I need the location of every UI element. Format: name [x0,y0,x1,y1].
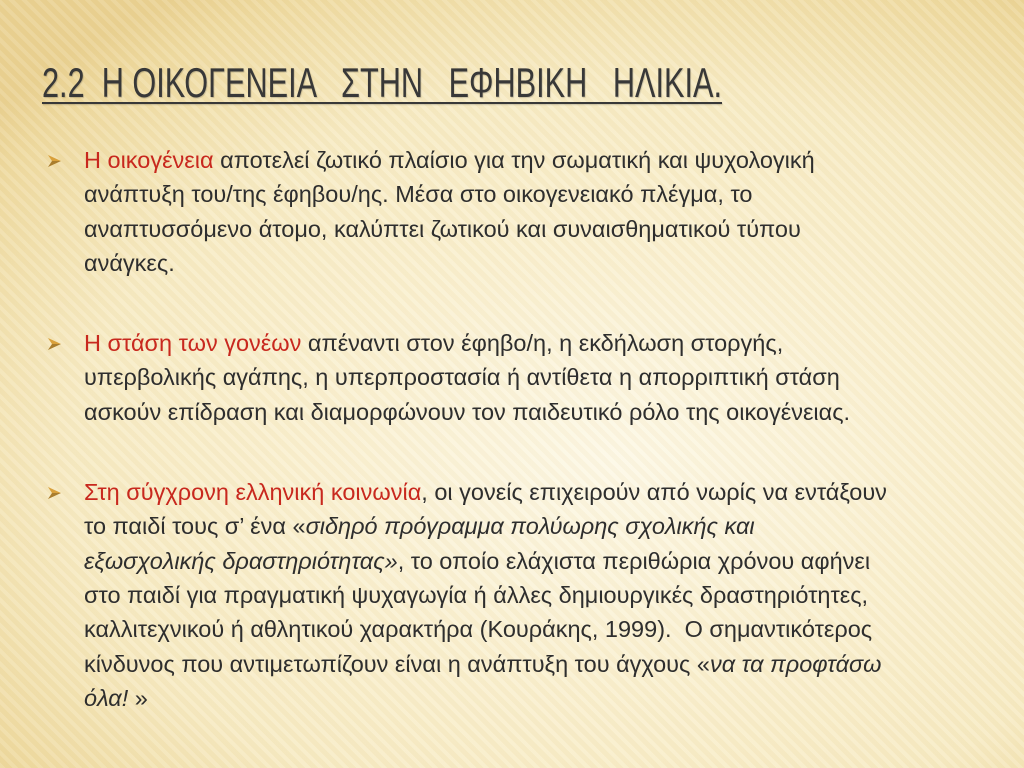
highlighted-phrase: Η στάση των γονέων [84,330,302,357]
body-text: στο παιδί για πραγματική ψυχαγωγία ή άλλες δημιουργικές δραστηριότητες, [84,581,869,608]
bullet-line [84,326,783,360]
body-text: υπερβολικής αγάπης, η υπερπροστασία ή αντίθετα η απορριπτική στάση [84,364,840,391]
bullet-item [84,143,1024,280]
body-text: κίνδυνος που αντιμετωπίζουν είναι η ανάπτυξη του άγχους « [84,650,710,677]
arrow-bullet-icon [48,487,61,499]
body-text: αποτελεί ζωτικό πλαίσιο για την σωματική και ψυχολογική [213,147,815,173]
bullet-line [84,578,868,612]
italic-quote: να τα προφτάσω [709,650,882,677]
arrow-facet-top [48,155,61,161]
highlighted-phrase: Στη σύγχρονη ελληνική κοινωνία [84,479,422,506]
body-text: αναπτυσσόμενο άτομο, καλύπτει ζωτικού και συναισθηματικού τύπου [84,215,801,242]
italic-quote: όλα! [84,684,129,711]
bullet-line [84,360,840,394]
arrow-facet-top [48,338,61,344]
bullet-item [84,326,1024,429]
bullet-line [84,475,887,509]
bullet-line [84,612,872,646]
bullet-line [84,395,850,429]
arrow-bullet-icon [48,338,61,350]
bullet-line [84,509,755,543]
body-text: απέναντι στον έφηβο/η, η εκδήλωση στοργής, [301,330,784,357]
arrow-facet-shade [48,493,61,499]
bullet-line [84,647,881,681]
arrow-facet-shade [48,161,61,167]
bullet-line [84,212,801,246]
slide-title: 2.2 Η ΟΙΚΟΓΕΝΕΙΑ ΣΤΗΝ ΕΦΗΒΙΚΗ ΗΛΙΚΙΑ. [42,59,722,106]
bullet-line [84,246,175,280]
bullet-list [84,143,1024,761]
body-text: ανάγκες. [84,249,175,276]
highlighted-phrase: Η οικογένεια [84,147,214,173]
body-text: ανάπτυξη του/της έφηβου/ης. Μέσα στο οικογενειακό πλέγμα, το [84,181,753,208]
body-text: το παιδί τους σ’ ένα « [84,513,306,540]
bullet-line [84,143,815,177]
body-text: , οι γονείς επιχειρούν από νωρίς να εντάξουν [421,479,887,506]
italic-quote: εξωσχολικής δραστηριότητας» [84,547,398,574]
arrow-facet-shade [48,344,61,350]
bullet-line [84,681,148,715]
bullet-line [84,544,870,578]
body-text: ασκούν επίδραση και διαμορφώνουν τον παιδευτικό ρόλο της οικογένειας. [84,398,851,425]
bullet-line [84,177,752,211]
body-text: » [128,684,148,711]
bullet-item [84,475,1024,715]
arrow-facet-top [48,487,61,493]
arrow-bullet-icon [48,155,61,167]
body-text: καλλιτεχνικού ή αθλητικού χαρακτήρα (Κουράκης, 1999). Ο σημαντικότερος [84,616,873,643]
body-text: , το οποίο ελάχιστα περιθώρια χρόνου αφήνει [397,547,871,574]
italic-quote: σιδηρό πρόγραμμα πολύωρης σχολικής και [305,513,755,540]
